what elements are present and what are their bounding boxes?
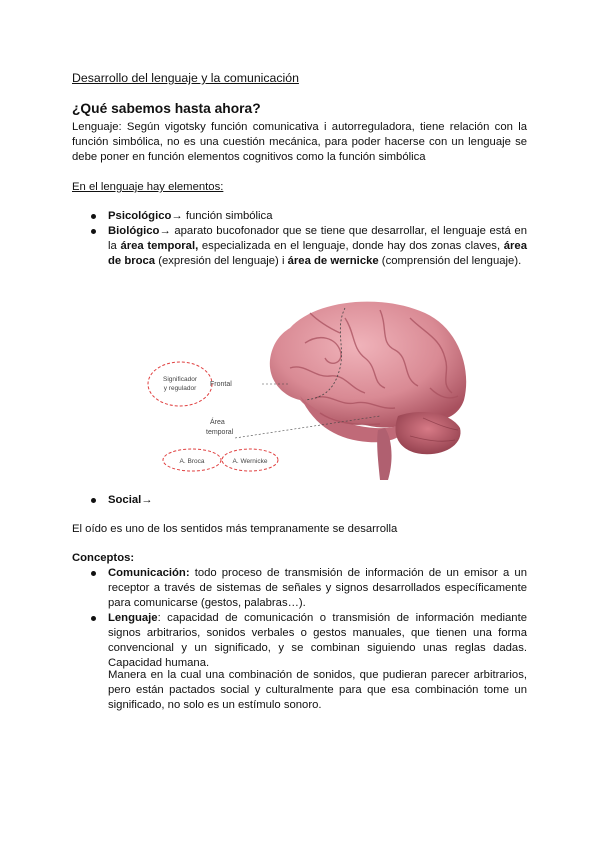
area-temporal-bold: área temporal,: [120, 240, 199, 252]
lenguaje-text-2: Manera en la cual una combinación de sonidos, que pudieran parecer arbitrarios, pero están pactados social y culturalmente para que esa combinación tome un significado, no solo es un estímulo sonoro.: [108, 669, 527, 711]
area-broca-bold: área de broca: [108, 240, 527, 267]
significador-circle: [148, 362, 212, 406]
list-item-biologico: [108, 224, 527, 269]
biologico-label: Biológico: [108, 225, 160, 237]
label-area-1: Área: [210, 419, 225, 426]
label-area-2: temporal: [206, 429, 234, 436]
lenguaje-label: Lenguaje: [108, 612, 158, 624]
elements-heading: En el lenguaje hay elementos:: [72, 181, 224, 193]
lenguaje-text: : capacidad de comunicación o transmisión de información mediante signos arbitrarios, sonidos verbales o gestos manuales, que tienen una forma convencional y un significado, y se combinan siguiendo unas reglas dadas. Capacidad humana.: [108, 612, 527, 669]
brain-figure: [140, 288, 470, 488]
bullet: [91, 498, 96, 503]
comunicacion-label: Comunicación:: [108, 567, 190, 579]
biologico-text-2: especializada en el lenguaje, donde hay dos zonas claves,: [198, 240, 504, 252]
label-significador-2: y regulador: [163, 385, 197, 392]
bullet: [91, 571, 96, 576]
cerebrum: [270, 302, 466, 428]
cerebellum: [395, 412, 460, 454]
section-heading: ¿Qué sabemos hasta ahora?: [72, 101, 261, 116]
comunicacion-text: todo proceso de transmisión de información de un emisor a un receptor a través de sistemas de señales y signos desarrollados específicamente para comunicarse (gestos, palabras…).: [108, 567, 527, 609]
label-significador-1: Significador: [163, 376, 197, 383]
label-frontal: Frontal: [210, 381, 232, 388]
biologico-text-4: (comprensión del lenguaje).: [378, 255, 522, 267]
bullet: [91, 214, 96, 219]
biologico-text-1: → aparato bucofonador que se tiene que desarrollar, el lenguaje está en la: [108, 225, 527, 252]
label-broca: A. Broca: [179, 458, 205, 465]
bullet: [91, 229, 96, 234]
list-item-comunicacion: [108, 566, 527, 611]
biologico-text-3: (expresión del lenguaje) i: [155, 255, 288, 267]
psicologico-label: Psicológico: [108, 210, 172, 222]
area-wernicke-bold: área de wernicke: [287, 255, 379, 267]
oido-paragraph: El oído es uno de los sentidos más tempranamente se desarrolla: [72, 523, 398, 535]
conceptos-heading: Conceptos:: [72, 552, 135, 564]
list-item-psicologico: [108, 209, 527, 224]
social-label: Social→: [108, 494, 153, 506]
psicologico-text: → función simbólica: [171, 210, 273, 222]
bullet: [91, 616, 96, 621]
list-item-social: [108, 493, 527, 508]
list-item-lenguaje: [108, 611, 527, 671]
document-title: Desarrollo del lenguaje y la comunicación: [72, 71, 299, 85]
intro-paragraph: Lenguaje: Según vigotsky función comunicativa i autorreguladora, tiene relación con la función simbólica, no es una cuestión mecánica, para poder hacerse con un lenguaje se debe poner en función elementos cognitivos como la función simbólica: [72, 121, 527, 163]
label-wernicke: A. Wernicke: [232, 458, 268, 465]
